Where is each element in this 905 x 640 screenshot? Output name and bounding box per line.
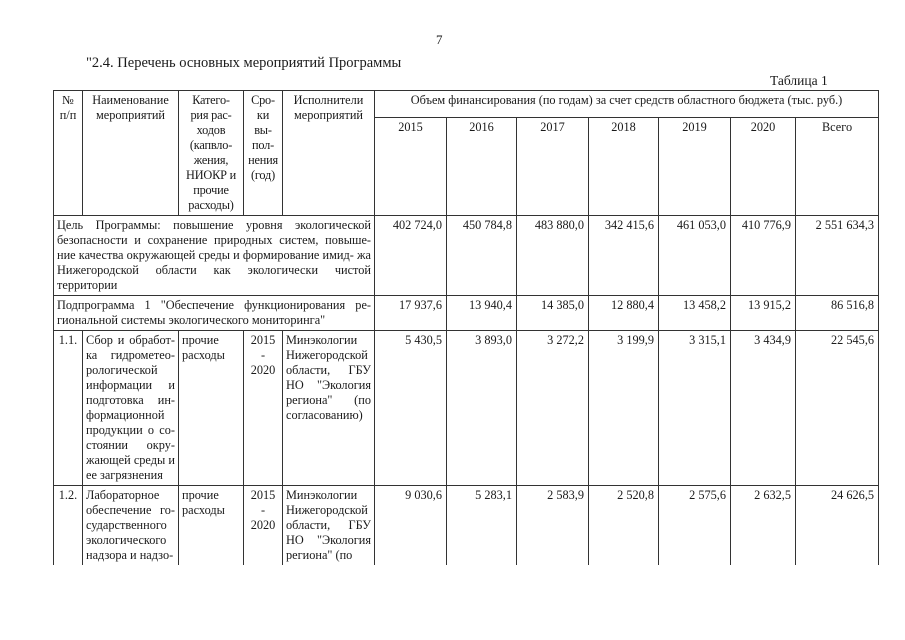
header-executors: Исполнители мероприятий <box>283 91 375 216</box>
row-num: 1.2. <box>54 486 83 566</box>
row-executors: Минэкологии Нижегородской области, ГБУ НО "Экология региона" (по согласованию) <box>283 331 375 486</box>
row-value: 2 583,9 <box>517 486 589 566</box>
row-name: Сбор и обработ- ка гидрометео- рологической информации и подготовка ин- формационной продукции о со- стоянии окру- жающей среды и ее загрязнения <box>83 331 179 486</box>
row-value: 2 575,6 <box>659 486 731 566</box>
subprogram-row <box>54 296 879 331</box>
goal-total: 2 551 634,3 <box>796 216 879 296</box>
subprogram-value: 13 458,2 <box>659 296 731 331</box>
row-name: Лабораторное обеспечение го- сударственного экологического надзора и надзо- <box>83 486 179 566</box>
row-total: 22 545,6 <box>796 331 879 486</box>
row-value: 5 430,5 <box>375 331 447 486</box>
row-category: прочие расходы <box>179 331 244 486</box>
term-dash: - <box>260 348 266 362</box>
header-year-total: Всего <box>796 118 879 216</box>
row-num: 1.1. <box>54 331 83 486</box>
header-funding: Объем финансирования (по годам) за счет средств областного бюджета (тыс. руб.) <box>375 91 879 118</box>
table-row <box>54 486 879 566</box>
goal-value: 450 784,8 <box>447 216 517 296</box>
row-total: 24 626,5 <box>796 486 879 566</box>
subprogram-value: 13 940,4 <box>447 296 517 331</box>
subprogram-value: 17 937,6 <box>375 296 447 331</box>
term-end: 2020 <box>250 363 276 377</box>
row-value: 5 283,1 <box>447 486 517 566</box>
row-terms <box>244 331 283 486</box>
subprogram-total: 86 516,8 <box>796 296 879 331</box>
program-measures-table <box>53 90 879 565</box>
goal-value: 342 415,6 <box>589 216 659 296</box>
goal-value: 402 724,0 <box>375 216 447 296</box>
row-value: 3 272,2 <box>517 331 589 486</box>
goal-value: 483 880,0 <box>517 216 589 296</box>
section-title: "2.4. Перечень основных мероприятий Программы <box>86 55 402 71</box>
header-terms: Сро- ки вы- пол- нения (год) <box>244 91 283 216</box>
row-value: 3 199,9 <box>589 331 659 486</box>
header-year: 2017 <box>517 118 589 216</box>
term-dash: - <box>260 503 266 517</box>
table-row <box>54 331 879 486</box>
table-label: Таблица 1 <box>770 73 828 88</box>
row-value: 3 893,0 <box>447 331 517 486</box>
header-name: Наименование мероприятий <box>83 91 179 216</box>
row-value: 2 632,5 <box>731 486 796 566</box>
header-num: № п/п <box>54 91 83 216</box>
subprogram-value: 12 880,4 <box>589 296 659 331</box>
row-category: прочие расходы <box>179 486 244 566</box>
goal-row <box>54 216 879 296</box>
subprogram-text: Подпрограмма 1 "Обеспечение функционирования ре- гиональной системы экологического мониторинга" <box>54 296 375 331</box>
goal-value: 461 053,0 <box>659 216 731 296</box>
row-terms <box>244 486 283 566</box>
header-year: 2019 <box>659 118 731 216</box>
header-year: 2020 <box>731 118 796 216</box>
row-value: 9 030,6 <box>375 486 447 566</box>
header-year: 2018 <box>589 118 659 216</box>
header-year: 2016 <box>447 118 517 216</box>
table-header-row <box>54 91 879 118</box>
subprogram-value: 14 385,0 <box>517 296 589 331</box>
page-number: 7 <box>436 32 443 47</box>
row-executors: Минэкологии Нижегородской области, ГБУ НО "Экология региона" (по <box>283 486 375 566</box>
goal-text: Цель Программы: повышение уровня экологической безопасности и сохранение природных систем, повыше- ние качества окружающей среды и формирование имид- жа Нижегородской области как экологически чистой территории <box>54 216 375 296</box>
header-year: 2015 <box>375 118 447 216</box>
header-category: Катего- рия рас- ходов (капвло- жения, НИОКР и прочие расходы) <box>179 91 244 216</box>
row-value: 3 315,1 <box>659 331 731 486</box>
row-value: 2 520,8 <box>589 486 659 566</box>
subprogram-value: 13 915,2 <box>731 296 796 331</box>
term-start: 2015 <box>250 488 276 502</box>
row-value: 3 434,9 <box>731 331 796 486</box>
term-end: 2020 <box>250 518 276 532</box>
term-start: 2015 <box>250 333 276 347</box>
goal-value: 410 776,9 <box>731 216 796 296</box>
